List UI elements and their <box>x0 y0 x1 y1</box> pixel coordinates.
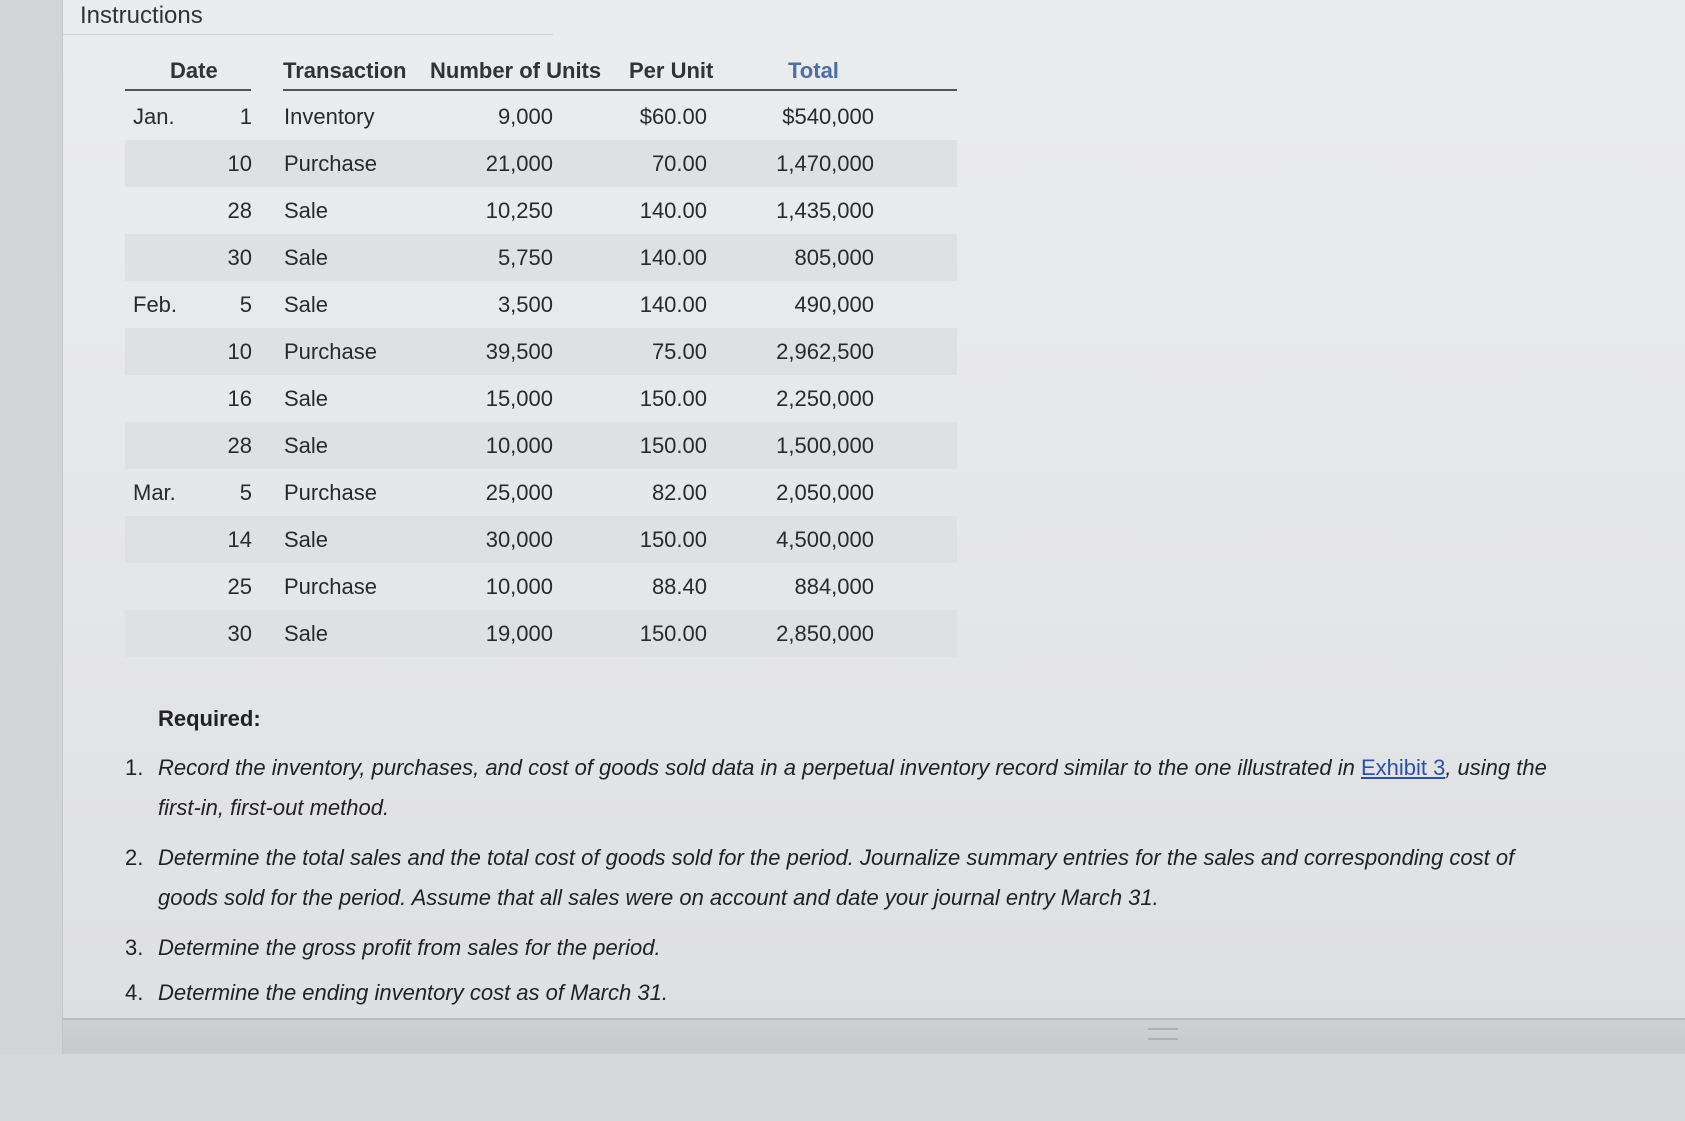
table-row <box>125 422 957 469</box>
table-row <box>125 187 957 234</box>
cell-per-unit: 150.00 <box>639 433 707 458</box>
left-margin-bar <box>0 0 63 1121</box>
cell-units: 25,000 <box>485 480 553 505</box>
cell-units: 9,000 <box>497 104 553 129</box>
cell-day: 28 <box>227 433 252 458</box>
cell-total: 2,850,000 <box>776 621 874 646</box>
required-item-text: Determine the gross profit from sales for the period. <box>158 935 661 960</box>
cell-units: 10,000 <box>485 574 553 599</box>
cell-per-unit: 150.00 <box>639 527 707 552</box>
cell-units: 10,250 <box>485 198 553 223</box>
cell-per-unit: 150.00 <box>639 386 707 411</box>
resize-grip-icon[interactable] <box>1148 1028 1178 1040</box>
cell-units: 30,000 <box>485 527 553 552</box>
required-item-text: Determine the ending inventory cost as of March 31. <box>158 980 668 1005</box>
header-transaction: Transaction <box>283 58 407 83</box>
cell-total: 2,250,000 <box>776 386 874 411</box>
cell-day: 14 <box>227 527 252 552</box>
cell-day: 10 <box>227 339 252 364</box>
cell-transaction: Sale <box>284 198 329 223</box>
cell-transaction: Purchase <box>284 339 377 364</box>
header-rule-date <box>125 89 251 91</box>
required-item-number: 2. <box>125 845 144 870</box>
cell-total: 884,000 <box>794 574 874 599</box>
cell-total: 2,050,000 <box>776 480 874 505</box>
cell-units: 10,000 <box>485 433 553 458</box>
cell-day: 30 <box>227 245 252 270</box>
exhibit-3-link[interactable]: Exhibit 3 <box>1360 755 1446 780</box>
cell-units: 21,000 <box>485 151 553 176</box>
tab-divider <box>63 34 553 35</box>
table-row <box>125 93 957 140</box>
cell-per-unit: 140.00 <box>639 245 707 270</box>
cell-per-unit: 75.00 <box>651 339 707 364</box>
cell-day: 25 <box>227 574 252 599</box>
required-item-number: 4. <box>125 980 144 1005</box>
cell-transaction: Inventory <box>284 104 375 129</box>
cell-units: 15,000 <box>485 386 553 411</box>
table-row <box>125 281 957 328</box>
required-item-text: Determine the total sales and the total cost of goods sold for the period. Journalize summary entries for the sales and corresponding cost of goods sold for the period. Assume that all sales were on account and date your journal entry March 31. <box>158 845 1515 910</box>
cell-units: 39,500 <box>485 339 553 364</box>
cell-total: 2,962,500 <box>776 339 874 364</box>
table-row <box>125 610 957 657</box>
cell-day: 16 <box>227 386 252 411</box>
cell-total: 1,500,000 <box>776 433 874 458</box>
cell-transaction: Purchase <box>284 574 377 599</box>
cell-total: 1,435,000 <box>776 198 874 223</box>
footer-strip <box>0 1054 1685 1121</box>
cell-day: 28 <box>227 198 252 223</box>
required-item-text <box>158 748 1578 828</box>
table-row <box>125 234 957 281</box>
header-per-unit: Per Unit <box>629 58 714 83</box>
cell-total: $540,000 <box>782 104 874 129</box>
table-row <box>125 328 957 375</box>
table-row <box>125 469 957 516</box>
table-row <box>125 563 957 610</box>
cell-day: 10 <box>227 151 252 176</box>
cell-transaction: Sale <box>284 433 329 458</box>
cell-units: 3,500 <box>497 292 553 317</box>
cell-transaction: Sale <box>284 621 329 646</box>
table-row <box>125 140 957 187</box>
cell-day: 5 <box>239 292 252 317</box>
cell-total: 4,500,000 <box>776 527 874 552</box>
required-item-number: 3. <box>125 935 144 960</box>
cell-units: 19,000 <box>485 621 553 646</box>
required-heading: Required: <box>158 706 261 731</box>
cell-total: 805,000 <box>794 245 874 270</box>
header-units: Number of Units <box>430 58 602 83</box>
cell-transaction: Purchase <box>284 480 377 505</box>
cell-per-unit: $60.00 <box>639 104 707 129</box>
panel-resize-bar[interactable] <box>63 1018 1685 1056</box>
header-date: Date <box>170 58 218 83</box>
cell-transaction: Sale <box>284 386 329 411</box>
cell-total: 490,000 <box>794 292 874 317</box>
table-row <box>125 375 957 422</box>
cell-day: 1 <box>239 104 252 129</box>
cell-per-unit: 140.00 <box>639 198 707 223</box>
cell-month: Mar. <box>133 480 176 505</box>
cell-day: 5 <box>239 480 252 505</box>
cell-per-unit: 140.00 <box>639 292 707 317</box>
cell-transaction: Purchase <box>284 151 377 176</box>
cell-per-unit: 88.40 <box>651 574 707 599</box>
cell-per-unit: 70.00 <box>651 151 707 176</box>
required-item-number: 1. <box>125 755 144 780</box>
cell-day: 30 <box>227 621 252 646</box>
cell-units: 5,750 <box>497 245 553 270</box>
cell-transaction: Sale <box>284 292 329 317</box>
cell-month: Jan. <box>133 104 175 129</box>
table-row <box>125 516 957 563</box>
cell-per-unit: 82.00 <box>651 480 707 505</box>
cell-month: Feb. <box>133 292 178 317</box>
cell-total: 1,470,000 <box>776 151 874 176</box>
cell-transaction: Sale <box>284 527 329 552</box>
cell-per-unit: 150.00 <box>639 621 707 646</box>
header-rule-columns <box>283 89 957 91</box>
required-item-text-before: Record the inventory, purchases, and cost of goods sold data in a perpetual inventory record similar to the one illustrated in <box>158 755 1361 780</box>
tab-instructions[interactable]: Instructions <box>80 2 203 29</box>
header-total: Total <box>788 58 839 83</box>
cell-transaction: Sale <box>284 245 329 270</box>
required-item-text-after: , using the first-in, first-out method. <box>158 755 1547 820</box>
